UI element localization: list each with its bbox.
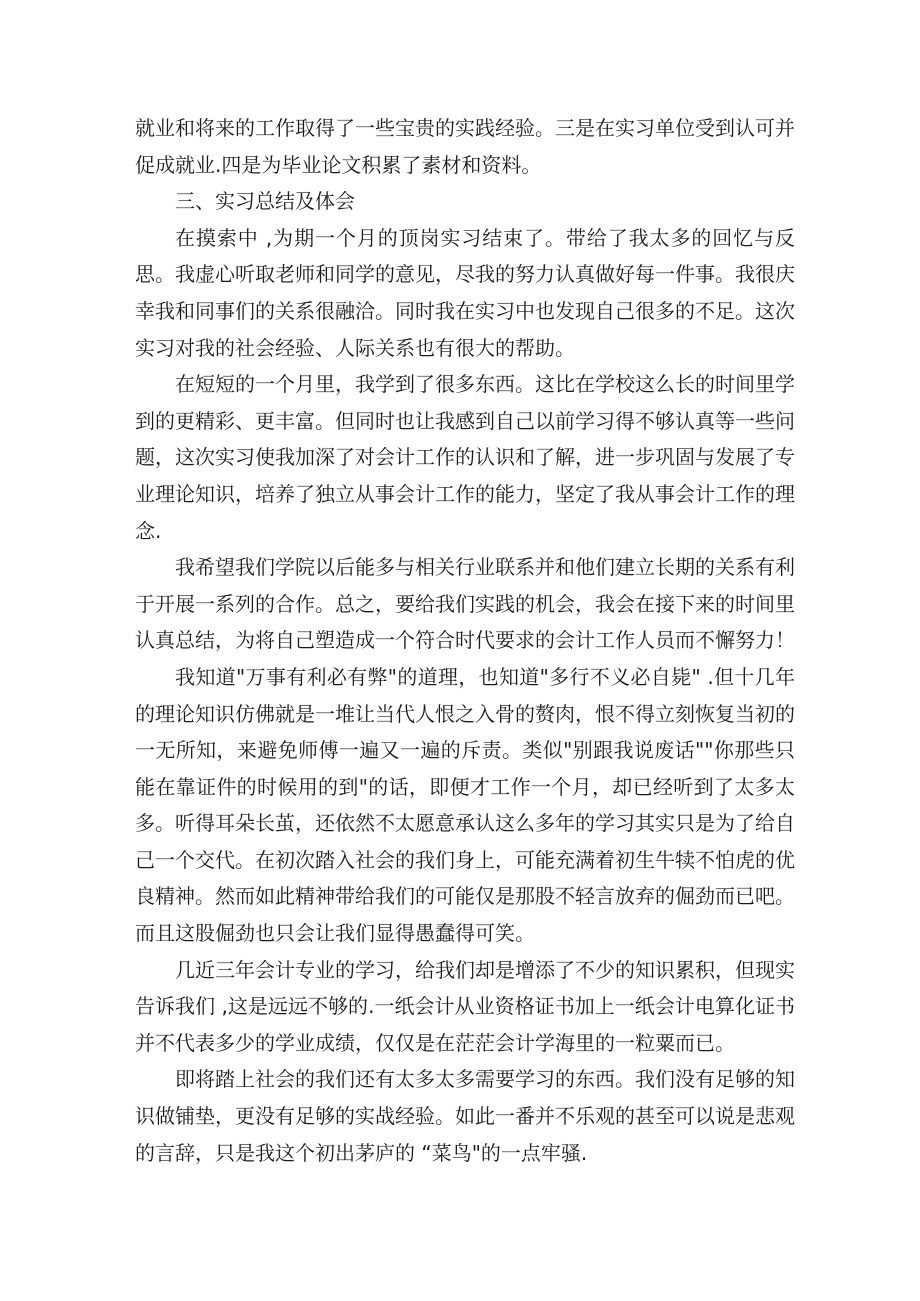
paragraph: 即将踏上社会的我们还有太多太多需要学习的东西。我们没有足够的知识做铺垫，更没有足够的实战经验。如此一番并不乐观的甚至可以说是悲观的言辞，只是我这个初出茅庐的 “菜鸟"的一点牢骚.: [135, 1067, 795, 1165]
paragraph: 几近三年会计专业的学习，给我们却是增添了不少的知识累积，但现实告诉我们 ,这是远远不够的.一纸会计从业资格证书加上一纸会计电算化证书并不代表多少的学业成绩，仅仅是在茫茫会计学海里的一粒粟而已。: [135, 957, 795, 1055]
paragraph: 在短短的一个月里，我学到了很多东西。这比在学校这么长的时间里学到的更精彩、更丰富。但同时也让我感到自己以前学习得不够认真等一些问题，这次实习使我加深了对会计工作的认识和了解，进一步巩固与发展了专业理论知识，培养了独立从事会计工作的能力，坚定了我从事会计工作的理念.: [135, 372, 795, 543]
paragraph: 在摸索中 ,为期一个月的顶岗实习结束了。带给了我太多的回忆与反思。我虚心听取老师和同学的意见，尽我的努力认真做好每一件事。我很庆幸我和同事们的关系很融洽。同时我在实习中也发现自己很多的不足。这次实习对我的社会经验、人际关系也有很大的帮助。: [135, 225, 795, 360]
paragraph: 我知道"万事有利必有弊"的道理，也知道"多行不义必自毙" .但十几年的理论知识仿佛就是一堆让当代人恨之入骨的赘肉，恨不得立刻恢复当初的一无所知，来避免师傅一遍又一遍的斥责。类似"别跟我说废话""你那些只能在靠证件的时候用的到"的话，即便才工作一个月，却已经听到了太多太多。听得耳朵长茧，还依然不太愿意承认这么多年的学习其实只是为了给自己一个交代。在初次踏入社会的我们身上，可能充满着初生牛犊不怕虎的优良精神。然而如此精神带给我们的可能仅是那股不轻言放弃的倔劲而已吧。而且这股倔劲也只会让我们显得愚蠢得可笑。: [135, 664, 795, 946]
paragraph-continuation: 就业和将来的工作取得了一些宝贵的实践经验。三是在实习单位受到认可并促成就业.四是为毕业论文积累了素材和资料。: [135, 116, 795, 177]
paragraph: 我希望我们学院以后能多与相关行业联系并和他们建立长期的关系有利于开展一系列的合作。总之，要给我们实践的机会，我会在接下来的时间里认真总结，为将自己塑造成一个符合时代要求的会计工作人员而不懈努力！: [135, 555, 795, 653]
document-page: [135, 110, 795, 1171]
section-heading: 三、实习总结及体会: [175, 189, 355, 214]
